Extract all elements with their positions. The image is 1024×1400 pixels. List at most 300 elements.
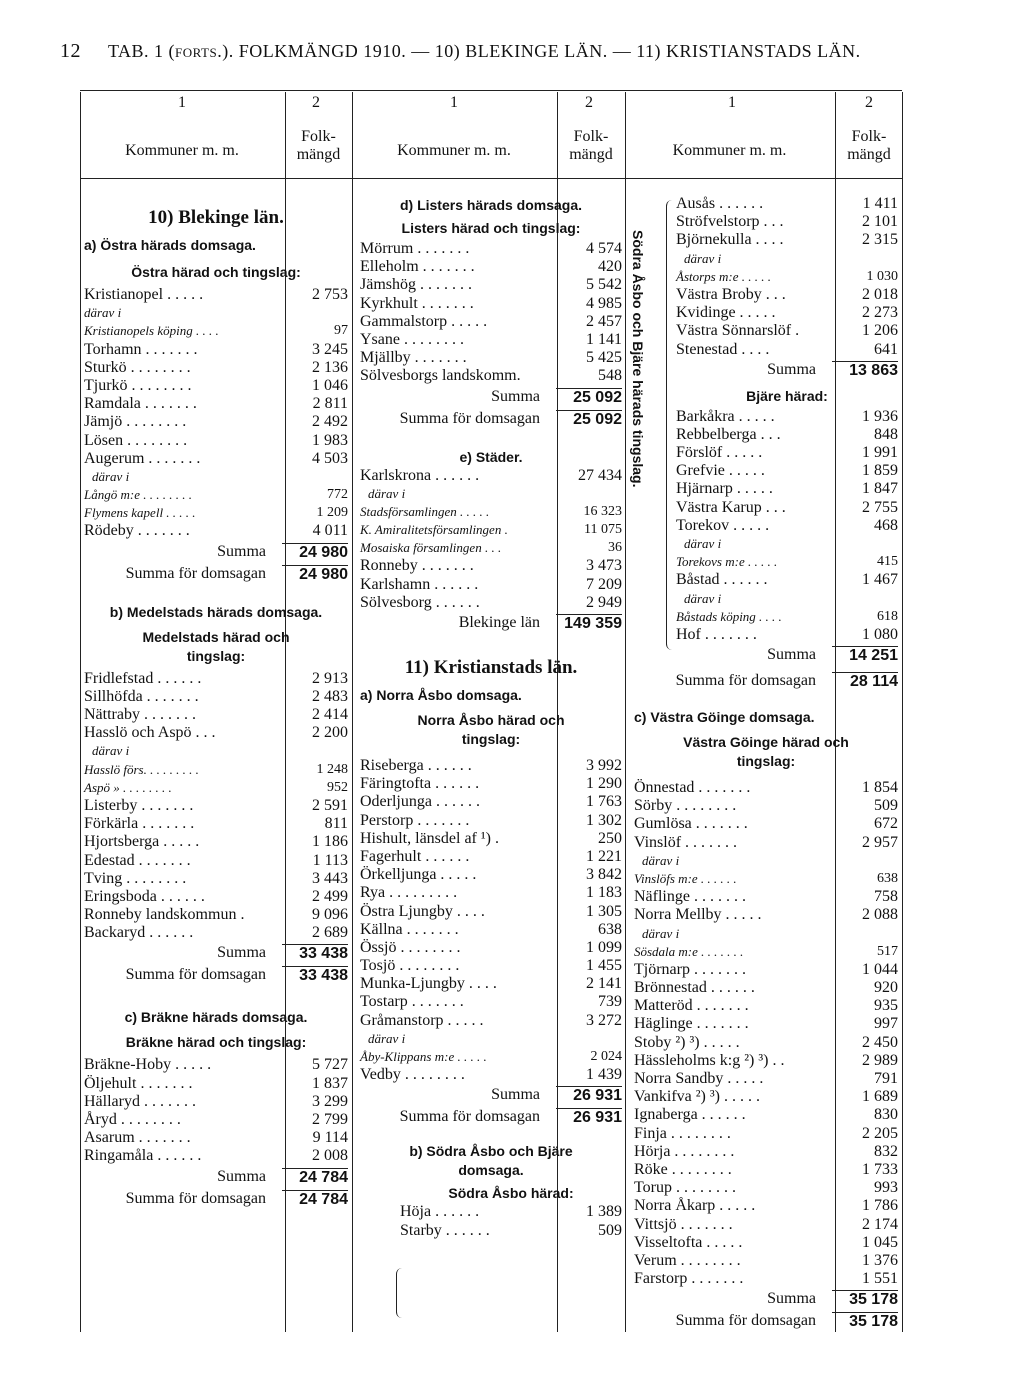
- section-title: b) Södra Åsbo och Bjäre domsaga.: [409, 1143, 573, 1179]
- summa-domsaga-row: Summa för domsagan 33 438: [125, 966, 348, 985]
- folkmangd-value: 2 200: [312, 724, 348, 742]
- folkmangd-value: 920: [874, 979, 898, 997]
- table-row: [634, 1270, 898, 1288]
- table-row: [676, 250, 898, 268]
- table-row: [84, 815, 348, 833]
- folkmangd-value: 2 483: [312, 687, 348, 705]
- kommun-name: Asarum . . . . . . .: [84, 1129, 191, 1147]
- section-title: e) Städer.: [459, 448, 523, 465]
- kommun-name: Finja . . . . . . . .: [634, 1124, 731, 1142]
- table-row: [360, 313, 622, 331]
- table-row: [676, 626, 898, 644]
- section-subtitle: Listers härad och tingslag:: [401, 220, 581, 236]
- table-row: [360, 276, 622, 294]
- page-title: TAB. 1 (forts.). FOLKMÄNGD 1910. — 10) BLEKINGE LÄN. — 11) KRISTIANSTADS LÄN.: [108, 41, 861, 61]
- col-number: 2: [585, 94, 593, 111]
- table-row: [634, 888, 898, 906]
- folkmangd-value: 3 842: [586, 866, 622, 884]
- table-row: [360, 793, 622, 811]
- kommun-name: Tostarp . . . . . . .: [360, 993, 464, 1011]
- page-number: 12: [60, 40, 81, 62]
- table-row: [634, 870, 898, 888]
- table-row: [84, 924, 348, 942]
- table-row: [360, 367, 622, 385]
- folkmangd-value: 1 046: [312, 376, 348, 394]
- kommun-name: Norra Mellby . . . . .: [634, 906, 762, 924]
- folkmangd-value: 1 455: [586, 957, 622, 975]
- folkmangd-value: 2 141: [586, 975, 622, 993]
- table-head-rule: [80, 178, 902, 179]
- table-row: [634, 1052, 898, 1070]
- folkmangd-value: 97: [334, 323, 348, 339]
- folkmangd-value: 1 786: [862, 1197, 898, 1215]
- kommun-name: Hasslö och Aspö . . .: [84, 724, 216, 742]
- kommun-name: därav i: [92, 468, 130, 484]
- table-row: [84, 852, 348, 870]
- kommun-name: Fridlefstad . . . . . .: [84, 669, 202, 687]
- table-row: [84, 341, 348, 359]
- kommun-name: Rödeby . . . . . . .: [84, 522, 190, 540]
- folkmangd-value: 2 414: [312, 706, 348, 723]
- kommun-name: Visseltofta . . . . .: [634, 1233, 743, 1251]
- folkmangd-value: 2 101: [862, 213, 898, 231]
- folkmangd-value: 4 574: [586, 240, 622, 257]
- summa-row: Summa 13 863: [767, 360, 898, 379]
- table-row: [84, 377, 348, 395]
- table-row: [360, 503, 622, 521]
- kommun-list: [634, 779, 898, 1288]
- kommun-name: Mosaiska församlingen . . .: [360, 540, 502, 556]
- kommun-name: Nättraby . . . . . . .: [84, 706, 196, 723]
- kommun-name: Barkåkra . . . . .: [676, 407, 775, 425]
- table-row: [360, 866, 622, 884]
- kommun-name: Lösen . . . . . . . .: [84, 431, 188, 449]
- kommun-list: [676, 408, 898, 644]
- folkmangd-value: 1 689: [862, 1088, 898, 1106]
- kommun-name: Tjurkö . . . . . . . .: [84, 376, 192, 394]
- kommun-name: Vankifva ²) ³) . . . . .: [634, 1088, 761, 1106]
- kommun-name: Östra Ljungby . . . .: [360, 902, 485, 920]
- kommun-name: Önnestad . . . . . . .: [634, 779, 751, 796]
- kommun-name: Björnekulla . . . .: [676, 231, 784, 249]
- folkmangd-value: 1 044: [862, 960, 898, 978]
- folkmangd-value: 739: [598, 993, 622, 1011]
- folkmangd-value: 2 989: [862, 1051, 898, 1069]
- table-row: [84, 359, 348, 377]
- folkmangd-value: 2 755: [862, 498, 898, 516]
- folkmangd-value: 1 045: [862, 1233, 898, 1251]
- folkmangd-value: 1 290: [586, 775, 622, 793]
- folkmangd-value: 420: [598, 258, 622, 276]
- table-row: [676, 590, 898, 608]
- kommun-name: Sösdala m:e . . . . . . .: [634, 943, 744, 959]
- kommun-name: Elleholm . . . . . . .: [360, 258, 475, 276]
- kommun-name: Båstad . . . . . .: [676, 571, 768, 589]
- kommun-name: Gammalstorp . . . . .: [360, 312, 488, 330]
- folkmangd-value: 1 411: [862, 195, 898, 212]
- folkmangd-value: 952: [327, 779, 348, 795]
- folkmangd-value: 997: [874, 1015, 898, 1033]
- table-row: [84, 322, 348, 340]
- table-row: [400, 1222, 622, 1240]
- table-row: [634, 997, 898, 1015]
- kommun-name: Torhamn . . . . . . .: [84, 340, 198, 358]
- table-row: [676, 517, 898, 535]
- kommun-name: Öljehult . . . . . . .: [84, 1074, 193, 1092]
- table-row: [676, 213, 898, 231]
- folkmangd-value: 36: [608, 540, 622, 556]
- table-row: [676, 426, 898, 444]
- col-number: 1: [728, 94, 736, 111]
- table-row: [634, 1034, 898, 1052]
- kommun-name: Listerby . . . . . . .: [84, 796, 194, 814]
- table-row: [634, 925, 898, 943]
- folkmangd-value: 1 183: [586, 884, 622, 902]
- folkmangd-value: 1 376: [862, 1251, 898, 1269]
- table-row: [676, 304, 898, 322]
- summa-row: Summa 33 438: [217, 944, 348, 963]
- folkmangd-value: 1 209: [316, 505, 348, 521]
- kommun-name: Verum . . . . . . . .: [634, 1251, 741, 1269]
- table-row: [84, 1075, 348, 1093]
- table-row: [84, 1056, 348, 1074]
- table-row: [360, 594, 622, 612]
- folkmangd-value: 2 136: [312, 358, 348, 376]
- table-row: [676, 608, 898, 626]
- kommun-name: därav i: [368, 1030, 406, 1046]
- kommun-name: Västra Karup . . .: [676, 498, 786, 516]
- col-number: 2: [312, 94, 320, 111]
- kommun-name: Ramdala . . . . . . .: [84, 395, 197, 413]
- folkmangd-value: 1 936: [862, 407, 898, 425]
- folkmangd-value: 509: [598, 1221, 622, 1239]
- kommun-name: Ignaberga . . . . . .: [634, 1106, 746, 1124]
- section-title: a) Norra Åsbo domsaga.: [360, 687, 522, 703]
- folkmangd-value: 1 113: [312, 851, 348, 869]
- kommun-name: Örkelljunga . . . . .: [360, 866, 477, 884]
- table-row: [84, 888, 348, 906]
- folkmangd-value: 848: [874, 425, 898, 443]
- kommun-name: Kvidinge . . . . .: [676, 304, 776, 322]
- folkmangd-value: 9 114: [312, 1129, 348, 1147]
- folkmangd-value: 2 591: [312, 796, 348, 814]
- table-row: [634, 979, 898, 997]
- table-row: [360, 485, 622, 503]
- col-header-kommuner: Kommuner m. m.: [397, 142, 511, 159]
- kommun-name: Ausås . . . . . .: [676, 195, 764, 212]
- folkmangd-value: 791: [874, 1070, 898, 1087]
- table-row: [634, 1234, 898, 1252]
- folkmangd-value: 935: [874, 997, 898, 1015]
- lan-title: 10) Blekinge län.: [148, 207, 284, 228]
- folkmangd-value: 1 733: [862, 1160, 898, 1178]
- folkmangd-value: 2 205: [862, 1124, 898, 1142]
- table-row: [676, 480, 898, 498]
- folkmangd-value: 2 913: [312, 669, 348, 687]
- col-header-kommuner: Kommuner m. m.: [125, 142, 239, 159]
- summa-domsaga-row: Summa för domsagan 26 931: [399, 1108, 622, 1127]
- table-row: [634, 906, 898, 924]
- brace: [666, 200, 673, 650]
- table-row: [84, 1093, 348, 1111]
- kommun-name: Oderljunga . . . . . .: [360, 793, 480, 811]
- summa-row: Summa 25 092: [491, 387, 622, 406]
- kommun-name: Tosjö . . . . . . . .: [360, 957, 460, 975]
- kommun-name: Edestad . . . . . . .: [84, 851, 191, 869]
- folkmangd-value: 2 949: [586, 593, 622, 611]
- table-row: [84, 395, 348, 413]
- kommun-name: Norra Sandby . . . . .: [634, 1070, 764, 1087]
- column-1: [84, 190, 348, 1210]
- table-row: [634, 961, 898, 979]
- folkmangd-value: 4 985: [586, 294, 622, 312]
- kommun-name: Stenestad . . . .: [676, 340, 770, 358]
- col-header-folkmangd: Folk- mängd: [569, 128, 613, 163]
- table-row: [360, 848, 622, 866]
- folkmangd-value: 1 837: [312, 1074, 348, 1092]
- folkmangd-value: 993: [874, 1179, 898, 1197]
- column-2: [360, 190, 622, 1240]
- kommun-name: Munka-Ljungby . . . .: [360, 975, 497, 993]
- kommun-name: Karlskrona . . . . . .: [360, 466, 480, 484]
- table-row: [360, 521, 622, 539]
- table-row: [676, 322, 898, 340]
- folkmangd-value: 1 221: [586, 847, 622, 865]
- folkmangd-value: 468: [874, 516, 898, 534]
- folkmangd-value: 758: [874, 888, 898, 906]
- kommun-list: [84, 670, 348, 943]
- table-row: [360, 1030, 622, 1048]
- section-title: a) Östra härads domsaga.: [84, 237, 256, 253]
- table-row: [360, 884, 622, 902]
- kommun-name: Bräkne-Hoby . . . . .: [84, 1056, 212, 1074]
- kommun-name: Färingtofta . . . . . .: [360, 775, 480, 793]
- table-row: [84, 413, 348, 431]
- section-subtitle: Östra härad och tingslag:: [131, 264, 301, 280]
- kommun-name: Ysane . . . . . . . .: [360, 330, 464, 348]
- folkmangd-value: 548: [598, 367, 622, 385]
- table-row: [360, 957, 622, 975]
- kommun-name: Jämjö . . . . . . . .: [84, 413, 187, 431]
- summa-row: Summa 24 784: [217, 1167, 348, 1186]
- folkmangd-value: 1 206: [862, 322, 898, 340]
- kommun-name: Västra Sönnarslöf .: [676, 322, 800, 340]
- section-subtitle: Norra Åsbo härad och tingslag:: [417, 712, 565, 747]
- kommun-name: Össjö . . . . . . . .: [360, 938, 461, 956]
- kommun-name: därav i: [368, 485, 406, 501]
- table-row: [634, 815, 898, 833]
- kommun-name: Sörby . . . . . . . .: [634, 797, 737, 815]
- lan-total-row: Blekinge län 149 359: [458, 614, 622, 632]
- folkmangd-value: 3 245: [312, 340, 348, 358]
- table-row: [634, 1216, 898, 1234]
- kommun-name: Backaryd . . . . . .: [84, 924, 194, 942]
- kommun-name: Stoby ²) ³) . . . . .: [634, 1033, 740, 1051]
- folkmangd-value: 11 075: [584, 522, 622, 538]
- kommun-name: Förkärla . . . . . . .: [84, 815, 195, 833]
- folkmangd-value: 9 096: [312, 906, 348, 924]
- kommun-name: Västra Broby . . .: [676, 285, 786, 303]
- folkmangd-value: 1 305: [586, 902, 622, 920]
- kommun-name: därav i: [684, 536, 722, 551]
- folkmangd-value: 2 088: [862, 906, 898, 924]
- kommun-name: Jämshög . . . . . . .: [360, 276, 472, 294]
- table-top-rule: [80, 90, 902, 91]
- section-title: c) Bräkne härads domsaga.: [124, 1009, 308, 1026]
- folkmangd-value: 4 011: [312, 522, 348, 540]
- folkmangd-value: 2 957: [862, 833, 898, 851]
- kommun-name: Tjörnarp . . . . . . .: [634, 960, 746, 978]
- kommun-name: Sölvesborgs landskomm.: [360, 367, 521, 385]
- kommun-name: Fagerhult . . . . . .: [360, 847, 470, 865]
- kommun-name: Hässleholms k:g ²) ³) . .: [634, 1051, 785, 1069]
- kommun-name: därav i: [92, 743, 130, 759]
- table-row: [634, 943, 898, 961]
- kommun-name: Röke . . . . . . . .: [634, 1160, 732, 1178]
- table-row: [360, 576, 622, 594]
- table-row: [360, 539, 622, 557]
- table-row: [676, 268, 898, 286]
- table-row: [84, 724, 348, 742]
- kommun-name: K. Amiralitetsförsamlingen .: [360, 522, 508, 538]
- col-header-folkmangd: Folk- mängd: [296, 128, 341, 163]
- kommun-name: Eringsboda . . . . . .: [84, 887, 205, 905]
- kommun-name: Torup . . . . . . . .: [634, 1179, 736, 1197]
- table-row: [360, 240, 622, 258]
- section-title: d) Listers härads domsaga.: [399, 197, 583, 213]
- page-header: [60, 40, 960, 63]
- table-row: [84, 1111, 348, 1129]
- table-row: [360, 557, 622, 575]
- table-row: [676, 462, 898, 480]
- kommun-name: Hjortsberga . . . . .: [84, 833, 200, 851]
- folkmangd-value: 4 503: [312, 449, 348, 467]
- kommun-name: därav i: [684, 250, 722, 266]
- folkmangd-value: 3 473: [586, 557, 622, 575]
- summa-row: Summa 24 980: [217, 542, 348, 561]
- section-subtitle: Södra Åsbo härad:: [448, 1185, 574, 1202]
- kommun-name: Förslöf . . . . .: [676, 444, 763, 462]
- kommun-list: [360, 757, 622, 1084]
- table-row: [84, 1147, 348, 1165]
- table-row: [360, 349, 622, 367]
- rotated-label: Södra Åsbo och Bjäre härads tingslag.: [630, 230, 646, 488]
- kommun-list: [84, 286, 348, 541]
- folkmangd-value: 3 992: [586, 757, 622, 774]
- folkmangd-value: 1 859: [862, 462, 898, 480]
- summa-domsaga-row: Summa för domsagan 35 178: [675, 1312, 898, 1331]
- kommun-name: Långö m:e . . . . . . . .: [84, 487, 192, 503]
- table-row: [676, 231, 898, 249]
- folkmangd-value: 2 024: [590, 1049, 622, 1064]
- table-row: [360, 331, 622, 349]
- kommun-name: Tving . . . . . . . .: [84, 869, 187, 887]
- kommun-name: Mörrum . . . . . . .: [360, 240, 470, 257]
- kommun-name: därav i: [642, 852, 680, 868]
- folkmangd-value: 5 542: [586, 276, 622, 294]
- table-row: [676, 341, 898, 359]
- col-rule: [352, 92, 353, 1332]
- brace: [396, 1268, 403, 1318]
- table-row: [676, 408, 898, 426]
- summa-domsaga-row: Summa för domsagan 28 114: [675, 672, 898, 690]
- folkmangd-value: 3 443: [312, 869, 348, 887]
- table-row: [634, 1143, 898, 1161]
- kommun-name: Sölvesborg . . . . . .: [360, 593, 480, 611]
- table-row: [84, 688, 348, 706]
- folkmangd-value: 2 689: [312, 924, 348, 942]
- table-row: [84, 870, 348, 888]
- table-row: [634, 1070, 898, 1088]
- table-row: [84, 1129, 348, 1147]
- table-row: [84, 706, 348, 724]
- table-row: [84, 450, 348, 468]
- summa-domsaga-row: Summa för domsagan 24 784: [125, 1189, 348, 1208]
- folkmangd-value: 1 302: [586, 811, 622, 829]
- folkmangd-value: 811: [324, 815, 348, 833]
- kommun-name: Ronneby landskommun .: [84, 906, 245, 924]
- table-row: [84, 761, 348, 779]
- col-header-folkmangd: Folk- mängd: [847, 128, 891, 163]
- summa-row: Summa 26 931: [491, 1086, 622, 1105]
- kommun-name: Båstads köping . . . .: [676, 608, 782, 624]
- table-row: [84, 504, 348, 522]
- kommun-name: Ringamåla . . . . . .: [84, 1147, 202, 1165]
- kommun-name: Augerum . . . . . . .: [84, 449, 201, 467]
- table-row: [84, 286, 348, 304]
- folkmangd-value: 638: [598, 920, 622, 938]
- kommun-list: [360, 467, 622, 613]
- kommun-name: Vinslöf . . . . . . .: [634, 833, 738, 851]
- kommun-name: Sillhöfda . . . . . . .: [84, 687, 199, 705]
- kommun-name: Farstorp . . . . . . .: [634, 1270, 744, 1288]
- kommun-name: Aspö » . . . . . . . .: [84, 779, 172, 795]
- table-row: [676, 553, 898, 571]
- kommun-list: [360, 1203, 622, 1239]
- table-row: [676, 195, 898, 213]
- kommun-name: Grefvie . . . . .: [676, 462, 765, 480]
- table-row: [360, 757, 622, 775]
- table-row: [84, 486, 348, 504]
- table-row: [634, 1125, 898, 1143]
- folkmangd-value: 830: [874, 1106, 898, 1124]
- kommun-name: Starby . . . . . .: [400, 1221, 490, 1239]
- col-rule: [902, 92, 903, 1332]
- kommun-name: Perstorp . . . . . . .: [360, 811, 470, 829]
- section-subtitle: Västra Göinge härad och tingslag:: [683, 734, 849, 769]
- folkmangd-value: 415: [877, 554, 898, 570]
- folkmangd-value: 2 492: [312, 413, 348, 431]
- section-title: c) Västra Göinge domsaga.: [634, 709, 815, 725]
- kommun-name: Mjällby . . . . . . .: [360, 349, 467, 367]
- folkmangd-value: 1 080: [862, 625, 898, 643]
- summa-row: Summa 35 178: [767, 1290, 898, 1309]
- folkmangd-value: 641: [874, 340, 898, 358]
- table-row: [360, 1012, 622, 1030]
- folkmangd-value: 5 727: [312, 1056, 348, 1074]
- folkmangd-value: 1 991: [862, 444, 898, 462]
- folkmangd-value: 3 299: [312, 1092, 348, 1110]
- kommun-name: Kyrkhult . . . . . . .: [360, 294, 474, 312]
- table-row: [634, 1015, 898, 1033]
- table-row: [360, 467, 622, 485]
- kommun-name: Gråmanstorp . . . . .: [360, 1011, 484, 1029]
- folkmangd-value: 517: [877, 943, 898, 959]
- table-row: [634, 779, 898, 797]
- folkmangd-value: 2 008: [312, 1147, 348, 1165]
- folkmangd-value: 672: [874, 815, 898, 833]
- folkmangd-value: 1 551: [862, 1270, 898, 1288]
